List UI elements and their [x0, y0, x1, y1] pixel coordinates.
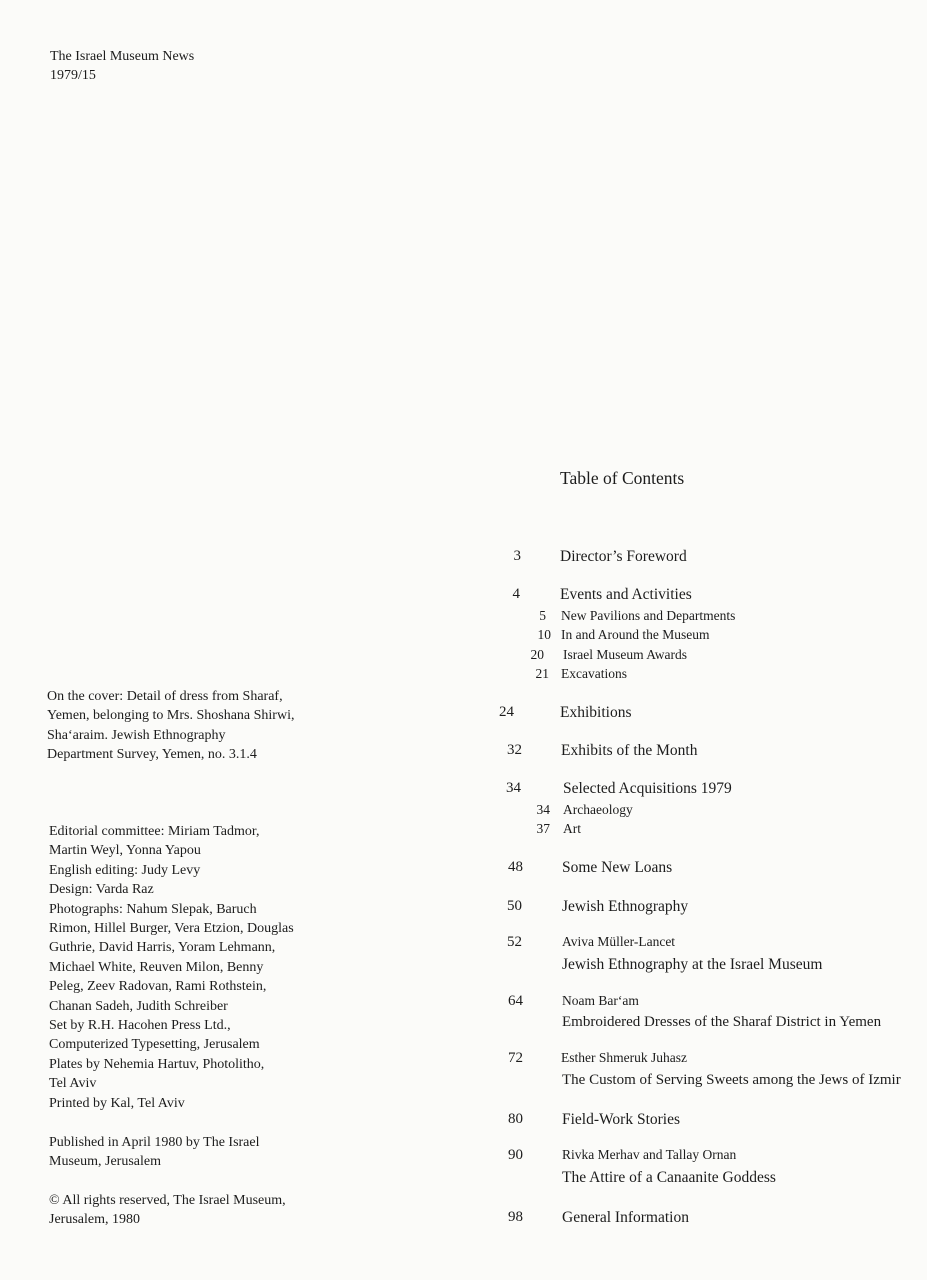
toc-title: Embroidered Dresses of the Sharaf District in Yemen: [562, 1014, 882, 1030]
toc-author: Esther Shmeruk Juhasz: [561, 1050, 687, 1065]
credits-line: Peleg, Zeev Radovan, Rami Rothstein,: [49, 979, 267, 995]
toc-title: General Information: [562, 1209, 689, 1226]
copyright-note: [49, 1191, 286, 1230]
toc-sub-title: Art: [563, 821, 581, 836]
toc-title: Exhibitions: [560, 704, 632, 721]
toc-author: Noam Bar‘am: [562, 993, 639, 1008]
toc-sub-title: Archaeology: [563, 802, 633, 817]
cover-note-line: Department Survey, Yemen, no. 3.1.4: [47, 746, 257, 762]
toc-page-number: 64: [508, 993, 523, 1009]
toc-sub-page-number: 34: [536, 802, 550, 817]
toc-title: The Custom of Serving Sweets among the Jews of Izmir: [562, 1072, 901, 1088]
toc-title: Jewish Ethnography: [562, 898, 689, 915]
toc-sub-page-number: 21: [535, 666, 549, 681]
toc-sub-page-number: 20: [530, 647, 544, 662]
toc-sub-title: New Pavilions and Departments: [561, 608, 736, 623]
toc-sub-page-number: 5: [539, 608, 546, 623]
toc-title: Exhibits of the Month: [561, 742, 698, 759]
credits-line: Plates by Nehemia Hartuv, Photolitho,: [49, 1056, 265, 1072]
toc-title: Some New Loans: [562, 859, 673, 876]
toc-sub-title: Israel Museum Awards: [563, 647, 687, 662]
toc-sub-page-number: 10: [537, 627, 551, 642]
masthead: [50, 47, 194, 85]
publication-line: Museum, Jerusalem: [49, 1154, 161, 1170]
toc-title: Director’s Foreword: [560, 548, 687, 565]
toc-page-number: 48: [508, 859, 523, 875]
toc-sub-title: Excavations: [561, 666, 627, 681]
credits-line: Guthrie, David Harris, Yoram Lehmann,: [49, 940, 276, 956]
toc-page-number: 50: [507, 898, 522, 914]
toc-page-number: 52: [507, 934, 522, 950]
credits-line: Rimon, Hillel Burger, Vera Etzion, Douglas: [49, 921, 294, 937]
toc-page-number: 34: [506, 780, 521, 796]
credits-line: Chanan Sadeh, Judith Schreiber: [49, 998, 228, 1014]
toc-sub-page-number: 37: [536, 821, 550, 836]
publication-title: The Israel Museum News: [50, 49, 195, 64]
toc-page-number: 98: [508, 1209, 523, 1225]
toc-author: Aviva Müller-Lancet: [562, 934, 676, 949]
credits: [49, 822, 294, 1113]
credits-line: English editing: Judy Levy: [49, 862, 201, 878]
credits-line: Set by R.H. Hacohen Press Ltd.,: [49, 1018, 231, 1034]
toc-page-number: 24: [499, 704, 514, 720]
toc-page-number: 32: [507, 742, 522, 758]
credits-line: Photographs: Nahum Slepak, Baruch: [49, 901, 257, 917]
toc-sub-title: In and Around the Museum: [561, 627, 710, 642]
toc-title: Selected Acquisitions 1979: [563, 780, 732, 797]
copyright-line: © All rights reserved, The Israel Museum,: [49, 1193, 286, 1208]
toc-title: Events and Activities: [560, 586, 692, 603]
toc-page-number: 80: [508, 1111, 523, 1127]
toc-page-number: 72: [508, 1050, 523, 1066]
toc-page-number: 90: [508, 1147, 523, 1163]
credits-line: Design: Varda Raz: [49, 882, 154, 898]
credits-line: Martin Weyl, Yonna Yapou: [49, 843, 201, 859]
toc-title: The Attire of a Canaanite Goddess: [562, 1169, 776, 1186]
credits-line: Printed by Kal, Tel Aviv: [49, 1095, 185, 1111]
toc-title: Jewish Ethnography at the Israel Museum: [562, 956, 823, 973]
cover-note-line: Sha‘araim. Jewish Ethnography: [47, 727, 226, 743]
toc-page-number: 4: [512, 586, 520, 602]
toc-page-number: 3: [513, 548, 521, 564]
toc-heading: Table of Contents: [560, 468, 685, 488]
credits-line: Computerized Typesetting, Jerusalem: [49, 1037, 260, 1053]
publication-line: Published in April 1980 by The Israel: [49, 1135, 260, 1150]
credits-line: Tel Aviv: [49, 1076, 97, 1092]
publication-note: [49, 1133, 260, 1172]
toc-title: Field-Work Stories: [562, 1111, 681, 1128]
copyright-line: Jerusalem, 1980: [49, 1212, 140, 1228]
cover-note-line: On the cover: Detail of dress from Sharaf,: [47, 689, 283, 704]
cover-note-line: Yemen, belonging to Mrs. Shoshana Shirwi,: [47, 708, 295, 724]
credits-line: Editorial committee: Miriam Tadmor,: [49, 824, 260, 839]
issue-number: 1979/15: [50, 68, 96, 83]
toc-author: Rivka Merhav and Tallay Ornan: [562, 1147, 737, 1162]
cover-note: [47, 687, 294, 764]
credits-line: Michael White, Reuven Milon, Benny: [49, 959, 264, 975]
